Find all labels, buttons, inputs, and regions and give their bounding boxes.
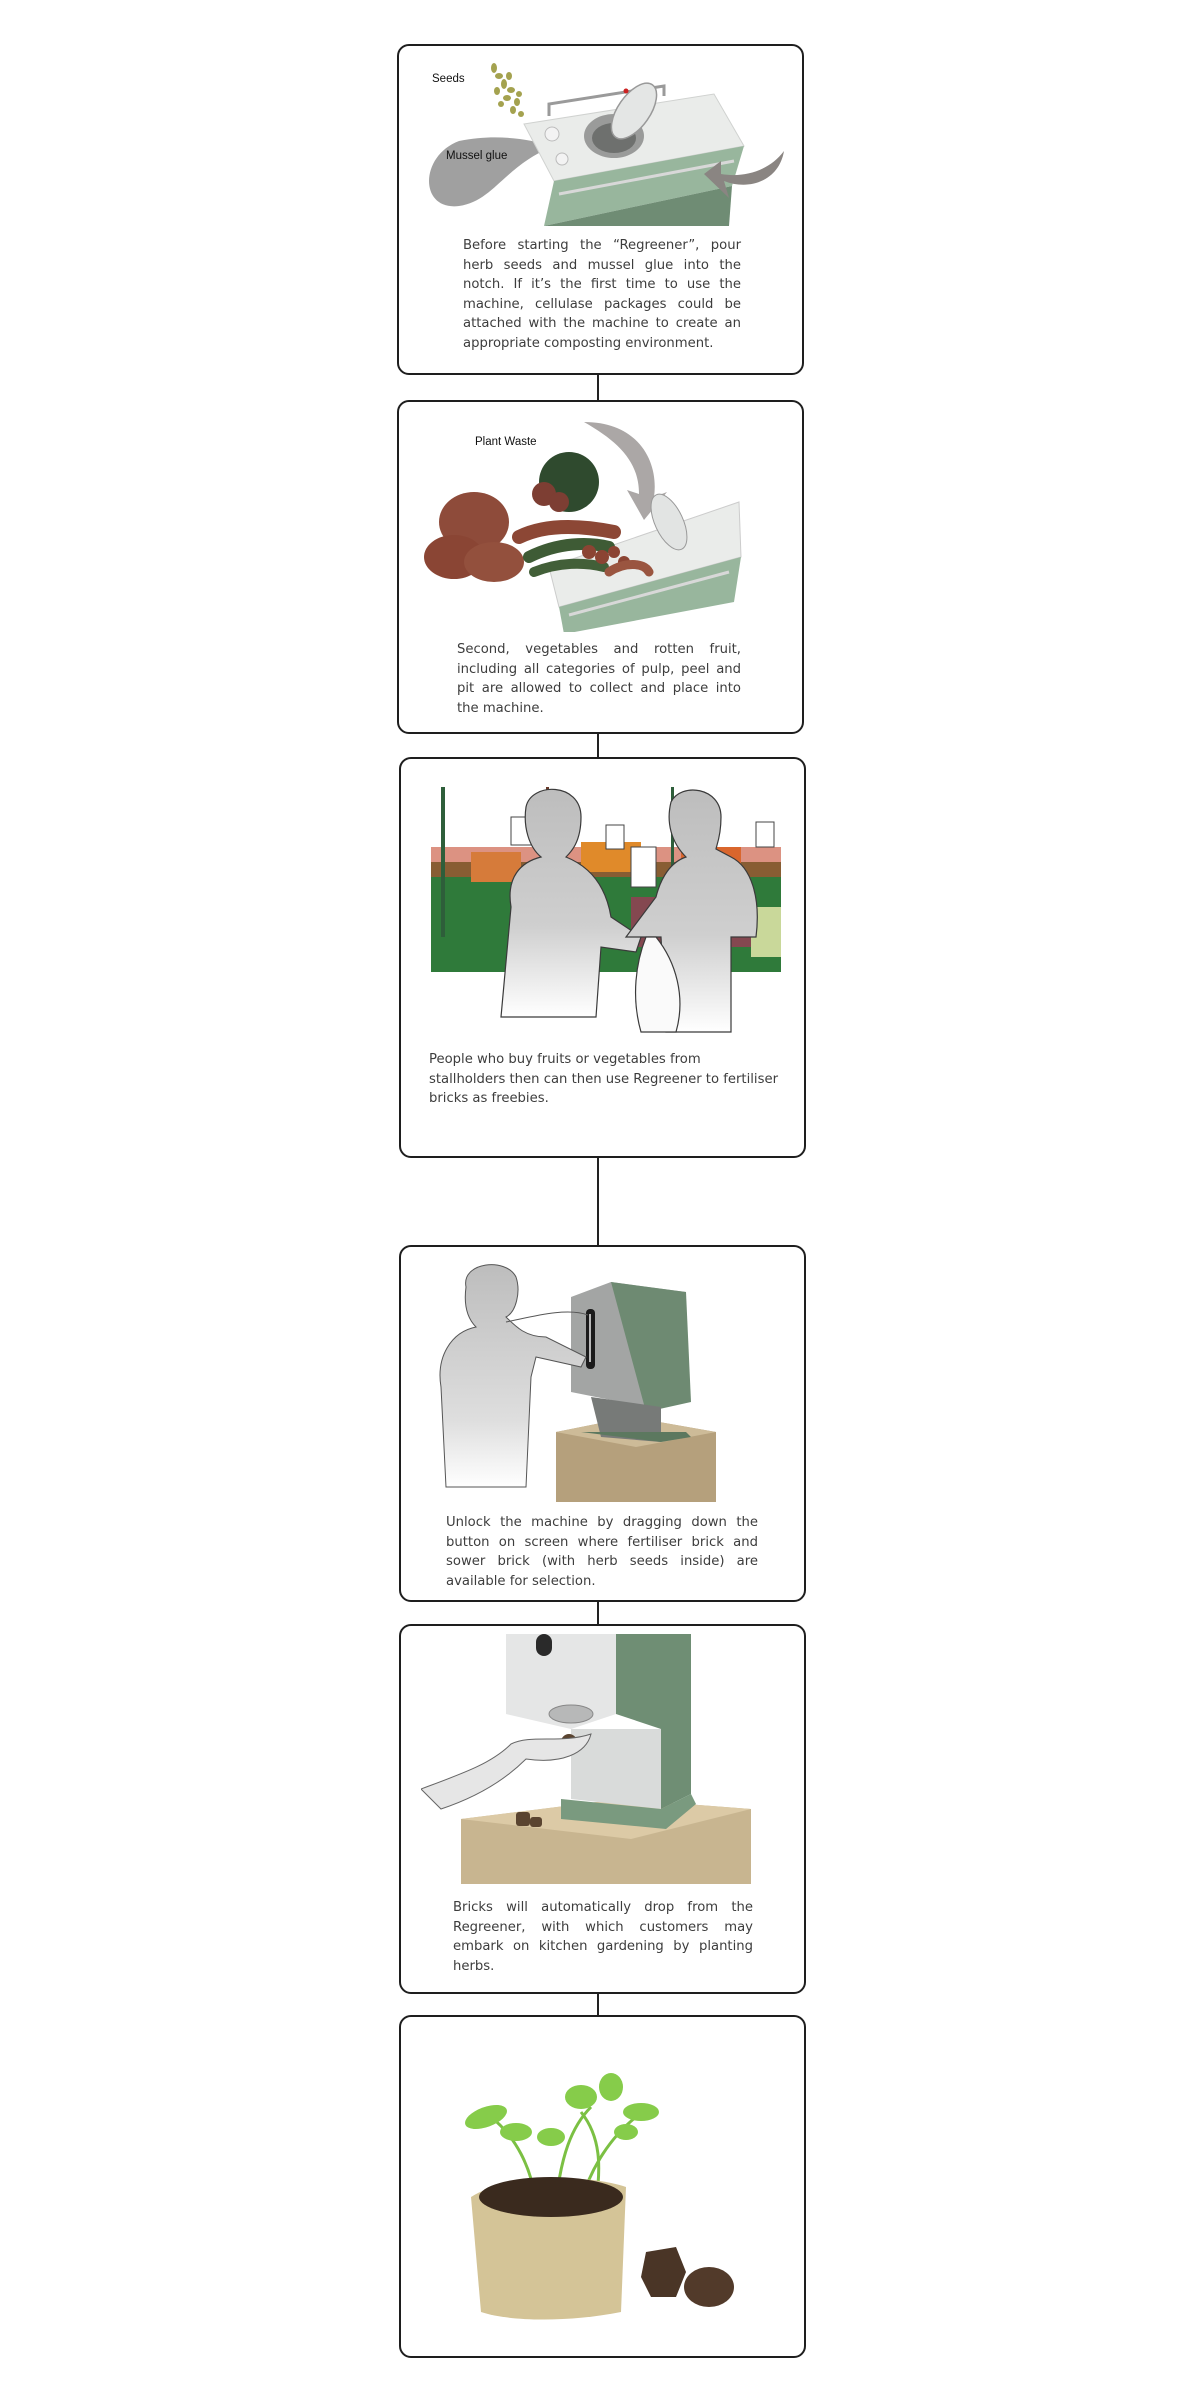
step-3-caption: People who buy fruits or vegetables from stallholders then can then use Regreener to fertiliser bricks as freebies. bbox=[429, 1052, 778, 1106]
step-3-panel bbox=[399, 757, 806, 1158]
connector-5-6 bbox=[597, 1993, 599, 2015]
plant-waste-label: Plant Waste bbox=[475, 436, 537, 448]
step-2-panel bbox=[397, 400, 804, 734]
step-4-panel bbox=[399, 1245, 806, 1602]
step-3-illustration bbox=[431, 787, 781, 1037]
seeds-label: Seeds bbox=[432, 73, 465, 85]
step-5-illustration bbox=[421, 1634, 791, 1884]
step-5-caption: Bricks will automatically drop from the Regreener, with which customers may embark on kitchen gardening by planting herbs. bbox=[453, 1900, 753, 1974]
connector-4-5 bbox=[597, 1601, 599, 1624]
step-2-caption: Second, vegetables and rotten fruit, including all categories of pulp, peel and pit are allowed to collect and place into the machine. bbox=[457, 642, 741, 716]
step-6-panel bbox=[399, 2015, 806, 2358]
step-1-panel bbox=[397, 44, 804, 375]
mussel-glue-label: Mussel glue bbox=[446, 150, 508, 162]
connector-3-4 bbox=[597, 1157, 599, 1245]
step-4-caption: Unlock the machine by dragging down the button on screen where fertiliser brick and sower brick (with herb seeds inside) are available for selection. bbox=[446, 1515, 758, 1589]
step-1-caption: Before starting the “Regreener”, pour herb seeds and mussel glue into the notch. If it’s the first time to use the machine, cellulase packages could be attached with the machine to create an appropriate composting environment. bbox=[463, 238, 741, 351]
connector-1-2 bbox=[597, 374, 599, 400]
step-5-panel bbox=[399, 1624, 806, 1994]
step-2-illustration bbox=[399, 402, 802, 632]
step-4-illustration bbox=[436, 1257, 766, 1502]
step-6-illustration bbox=[461, 2057, 761, 2327]
connector-2-3 bbox=[597, 733, 599, 757]
